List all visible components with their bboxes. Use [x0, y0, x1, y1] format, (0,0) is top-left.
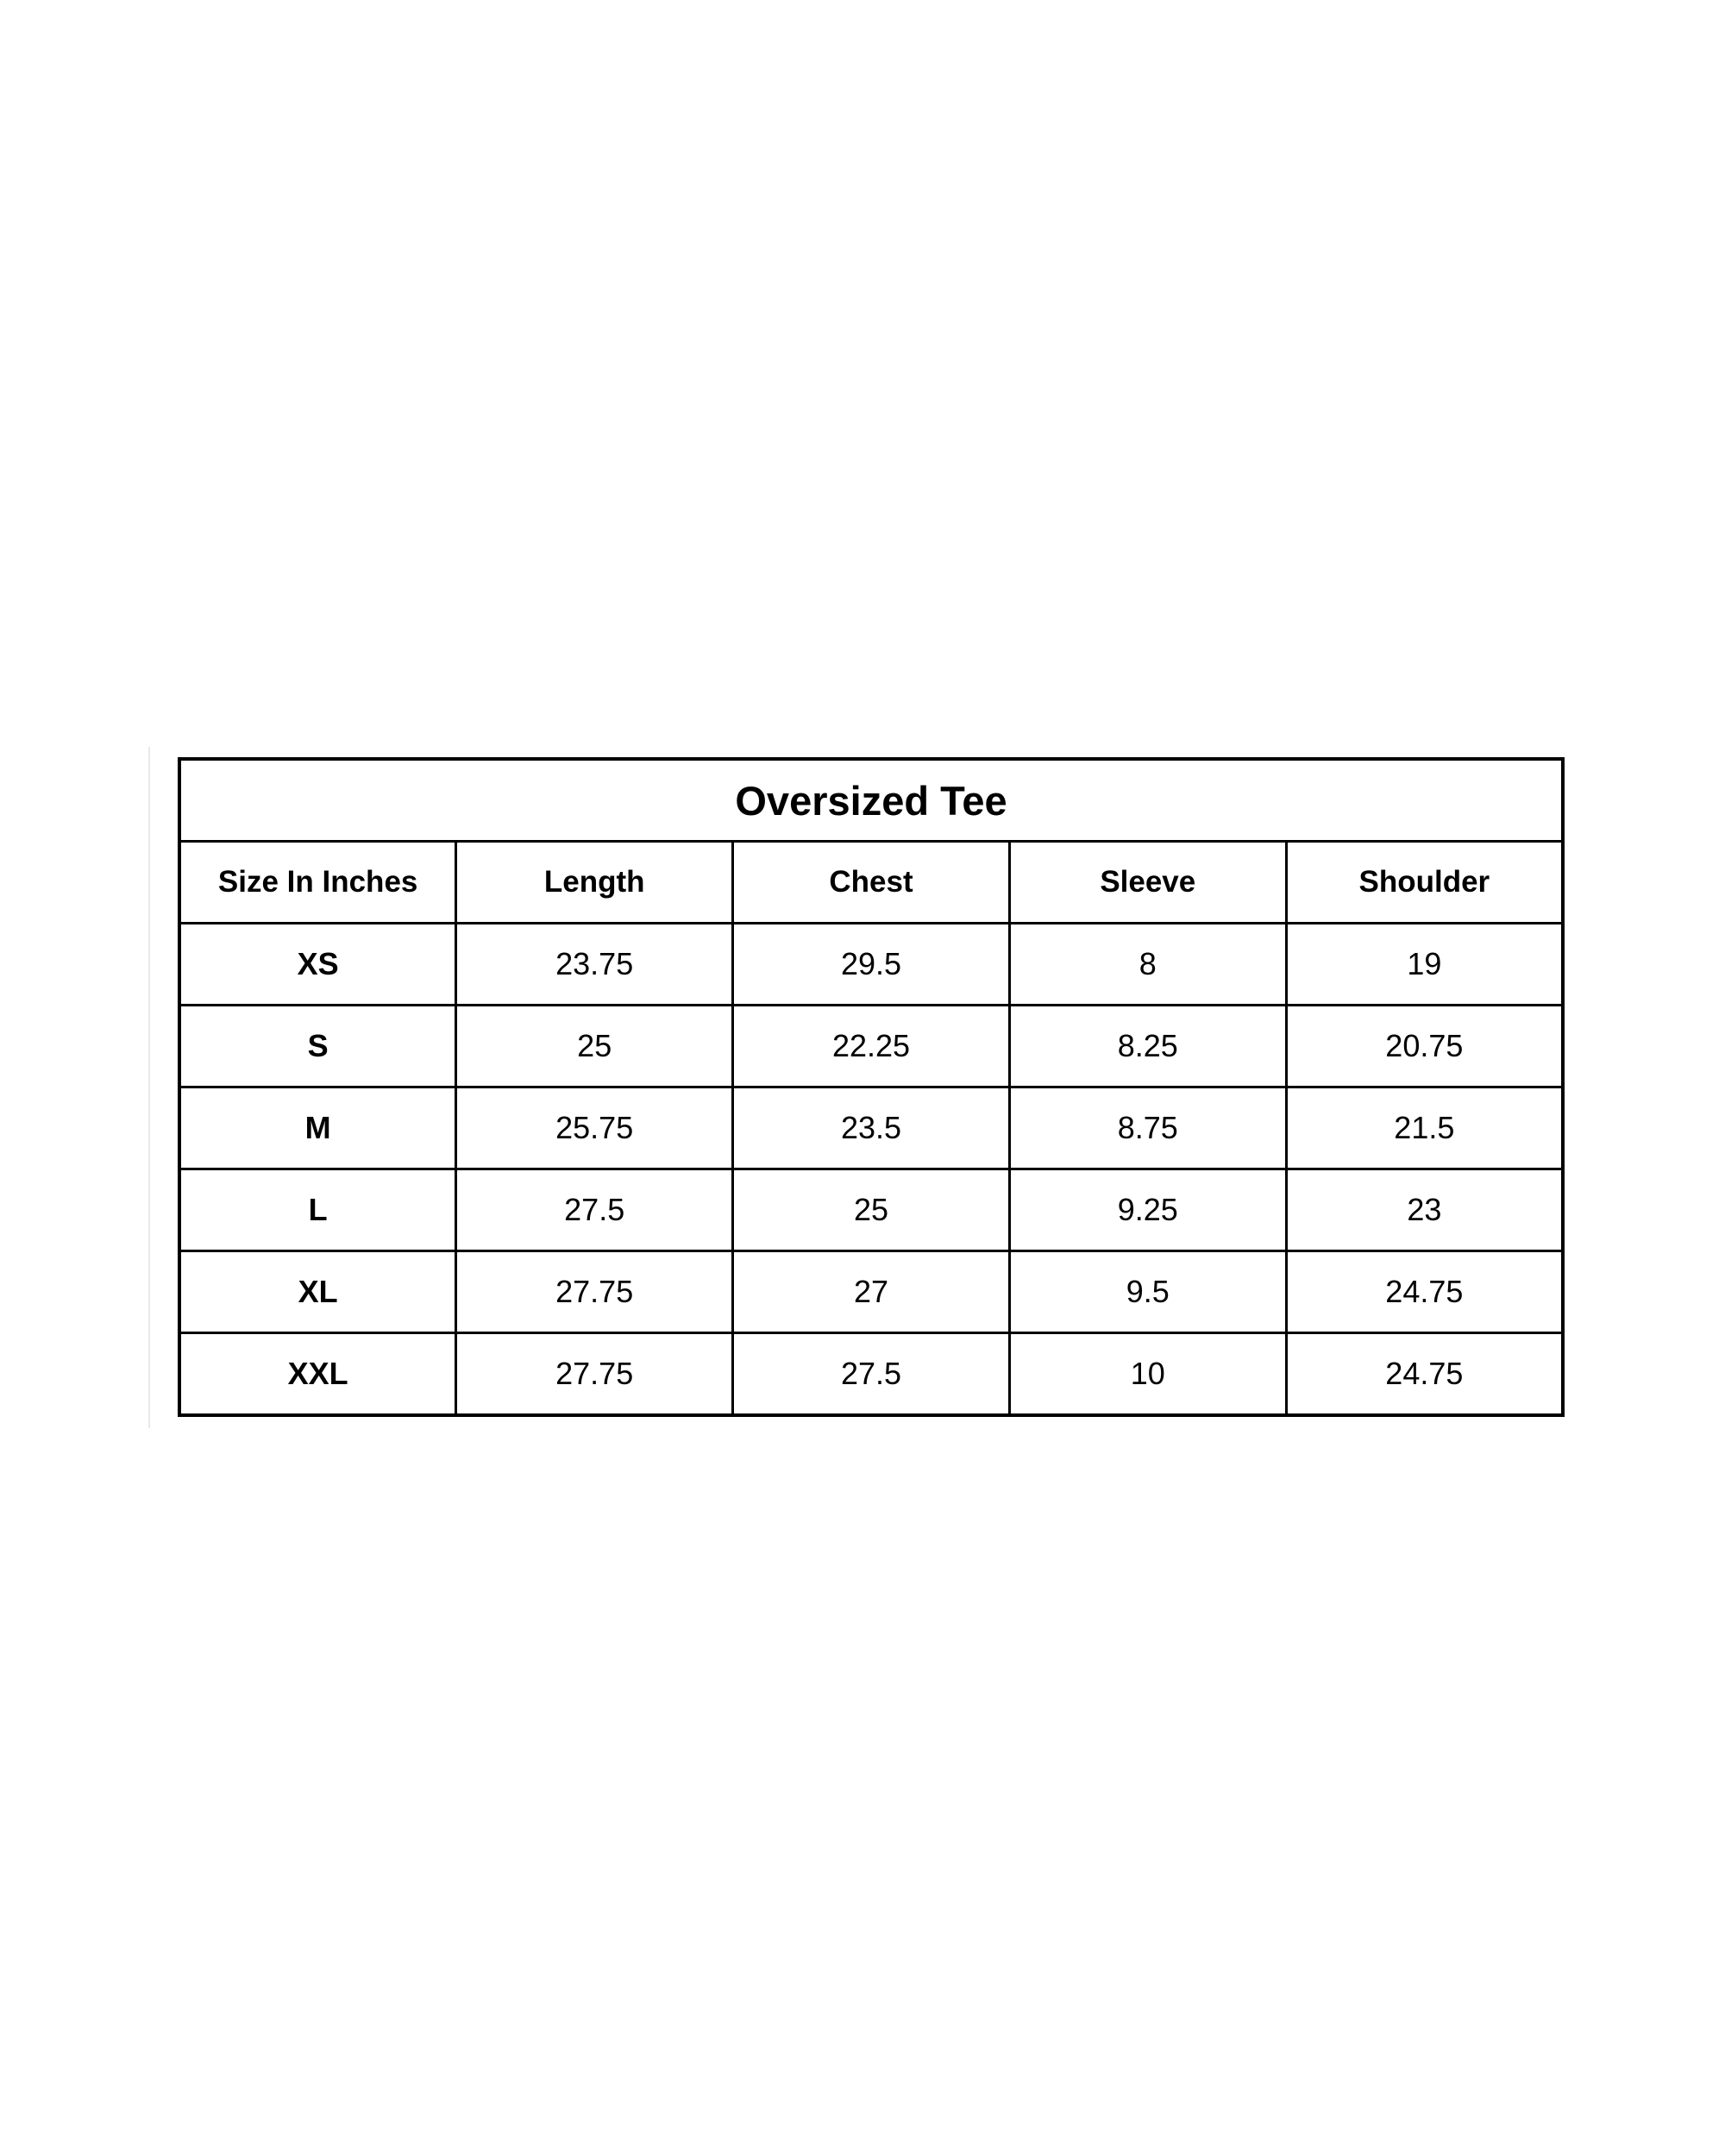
- size-label: L: [179, 1169, 456, 1251]
- chest-value: 25: [733, 1169, 1010, 1251]
- size-chart-table: [178, 757, 1565, 1417]
- title-row: [179, 759, 1563, 842]
- chest-value: 22.25: [733, 1006, 1010, 1087]
- length-value: 25.75: [456, 1087, 733, 1169]
- header-chest: Chest: [733, 842, 1010, 924]
- shoulder-value: 23: [1286, 1169, 1563, 1251]
- shoulder-value: 20.75: [1286, 1006, 1563, 1087]
- table-row: [179, 1333, 1563, 1416]
- sleeve-value: 8.75: [1009, 1087, 1286, 1169]
- header-sleeve: Sleeve: [1009, 842, 1286, 924]
- chest-value: 27: [733, 1251, 1010, 1333]
- sleeve-value: 8.25: [1009, 1006, 1286, 1087]
- sleeve-value: 10: [1009, 1333, 1286, 1416]
- size-label: XS: [179, 924, 456, 1006]
- table-row: [179, 1087, 1563, 1169]
- shoulder-value: 19: [1286, 924, 1563, 1006]
- chest-value: 27.5: [733, 1333, 1010, 1416]
- chest-value: 29.5: [733, 924, 1010, 1006]
- size-label: S: [179, 1006, 456, 1087]
- length-value: 27.75: [456, 1333, 733, 1416]
- table-title: Oversized Tee: [179, 759, 1563, 842]
- length-value: 23.75: [456, 924, 733, 1006]
- size-label: XL: [179, 1251, 456, 1333]
- sleeve-value: 8: [1009, 924, 1286, 1006]
- shoulder-value: 24.75: [1286, 1251, 1563, 1333]
- sleeve-value: 9.25: [1009, 1169, 1286, 1251]
- length-value: 27.5: [456, 1169, 733, 1251]
- table-row: [179, 924, 1563, 1006]
- shoulder-value: 24.75: [1286, 1333, 1563, 1416]
- size-label: XXL: [179, 1333, 456, 1416]
- header-size: Size In Inches: [179, 842, 456, 924]
- length-value: 27.75: [456, 1251, 733, 1333]
- table-row: [179, 1006, 1563, 1087]
- header-shoulder: Shoulder: [1286, 842, 1563, 924]
- header-length: Length: [456, 842, 733, 924]
- header-row: [179, 842, 1563, 924]
- left-edge-divider: [148, 747, 150, 1428]
- table-row: [179, 1169, 1563, 1251]
- chest-value: 23.5: [733, 1087, 1010, 1169]
- table-row: [179, 1251, 1563, 1333]
- shoulder-value: 21.5: [1286, 1087, 1563, 1169]
- sleeve-value: 9.5: [1009, 1251, 1286, 1333]
- length-value: 25: [456, 1006, 733, 1087]
- size-label: M: [179, 1087, 456, 1169]
